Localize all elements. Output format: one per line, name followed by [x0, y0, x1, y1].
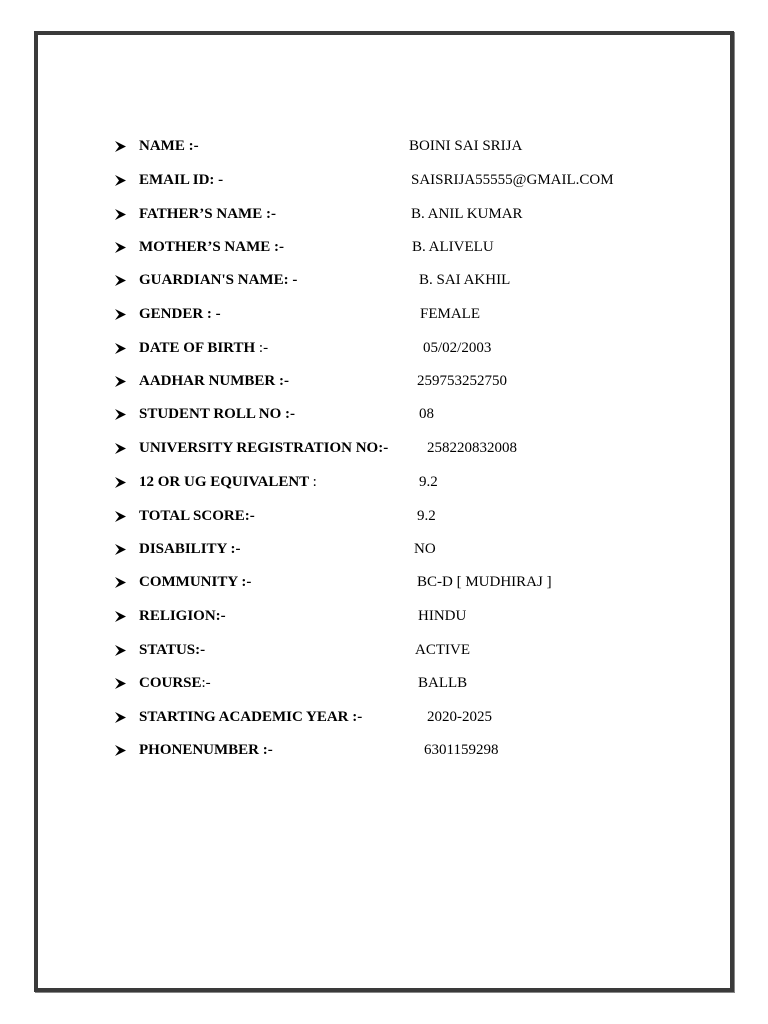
field-row-total-score	[115, 506, 715, 526]
field-separator: :	[312, 474, 317, 490]
field-label: RELIGION:-	[139, 608, 226, 624]
field-label: DISABILITY :-	[139, 541, 241, 557]
field-row-mother-name	[115, 237, 715, 257]
field-label: PHONENUMBER :-	[139, 742, 273, 758]
field-label	[139, 472, 317, 492]
field-value: HINDU	[418, 608, 467, 624]
field-row-gender	[115, 304, 715, 324]
field-value: FEMALE	[420, 306, 480, 322]
field-row-father-name	[115, 204, 715, 224]
field-value: 258220832008	[427, 440, 517, 456]
field-label-text: 12 OR UG EQUIVALENT	[139, 474, 309, 490]
field-label: NAME :-	[139, 138, 199, 154]
field-row-phone-number	[115, 740, 715, 760]
arrow-bullet-icon	[115, 707, 129, 727]
field-value: 08	[419, 406, 434, 422]
field-separator: :-	[258, 340, 269, 356]
field-value: BC-D [ MUDHIRAJ ]	[417, 574, 552, 590]
field-label	[139, 338, 268, 358]
arrow-bullet-icon	[115, 204, 129, 224]
arrow-bullet-icon	[115, 506, 129, 526]
arrow-bullet-icon	[115, 304, 129, 324]
field-label: GENDER : -	[139, 306, 221, 322]
field-value: B. ANIL KUMAR	[411, 206, 523, 222]
field-row-name	[115, 136, 715, 156]
field-value: B. ALIVELU	[412, 239, 494, 255]
field-value: B. SAI AKHIL	[419, 272, 511, 288]
field-label: STARTING ACADEMIC YEAR :-	[139, 709, 363, 725]
field-value: 9.2	[417, 508, 436, 524]
field-row-community	[115, 572, 715, 592]
field-label: GUARDIAN'S NAME: -	[139, 272, 298, 288]
field-row-status	[115, 640, 715, 660]
field-value: 9.2	[419, 474, 438, 490]
field-label-text: COURSE	[139, 675, 202, 691]
field-label	[139, 673, 211, 693]
field-label-text: DATE OF BIRTH	[139, 340, 256, 356]
arrow-bullet-icon	[115, 472, 129, 492]
field-row-disability	[115, 539, 715, 559]
arrow-bullet-icon	[115, 404, 129, 424]
arrow-bullet-icon	[115, 673, 129, 693]
field-row-email	[115, 170, 715, 190]
arrow-bullet-icon	[115, 572, 129, 592]
arrow-bullet-icon	[115, 237, 129, 257]
field-label: EMAIL ID: -	[139, 172, 224, 188]
field-value: 05/02/2003	[423, 340, 492, 356]
field-label: COMMUNITY :-	[139, 574, 252, 590]
field-row-student-roll-no	[115, 404, 715, 424]
field-row-religion	[115, 606, 715, 626]
arrow-bullet-icon	[115, 640, 129, 660]
field-value: 259753252750	[417, 373, 507, 389]
field-row-guardian-name	[115, 270, 715, 290]
arrow-bullet-icon	[115, 539, 129, 559]
arrow-bullet-icon	[115, 136, 129, 156]
field-label: AADHAR NUMBER :-	[139, 373, 289, 389]
field-row-12-or-ug-equivalent	[115, 472, 715, 492]
field-label: FATHER’S NAME :-	[139, 206, 276, 222]
arrow-bullet-icon	[115, 338, 129, 358]
field-row-date-of-birth	[115, 338, 715, 358]
arrow-bullet-icon	[115, 270, 129, 290]
arrow-bullet-icon	[115, 170, 129, 190]
field-row-starting-academic-year	[115, 707, 715, 727]
field-row-university-registration-no	[115, 438, 715, 458]
field-label: TOTAL SCORE:-	[139, 508, 255, 524]
field-value: 6301159298	[424, 742, 499, 758]
arrow-bullet-icon	[115, 438, 129, 458]
arrow-bullet-icon	[115, 740, 129, 760]
arrow-bullet-icon	[115, 371, 129, 391]
field-value: NO	[414, 541, 436, 557]
arrow-bullet-icon	[115, 606, 129, 626]
field-label: STATUS:-	[139, 642, 206, 658]
field-label: UNIVERSITY REGISTRATION NO:-	[139, 440, 389, 456]
field-row-aadhar-number	[115, 371, 715, 391]
field-value: BALLB	[418, 675, 468, 691]
field-value: 2020-2025	[427, 709, 492, 725]
field-value: ACTIVE	[415, 642, 470, 658]
field-row-course	[115, 673, 715, 693]
field-value: SAISRIJA55555@GMAIL.COM	[411, 172, 614, 188]
field-label: STUDENT ROLL NO :-	[139, 406, 296, 422]
field-separator: :-	[201, 675, 211, 691]
field-label: MOTHER’S NAME :-	[139, 239, 284, 255]
field-value: BOINI SAI SRIJA	[409, 138, 523, 154]
